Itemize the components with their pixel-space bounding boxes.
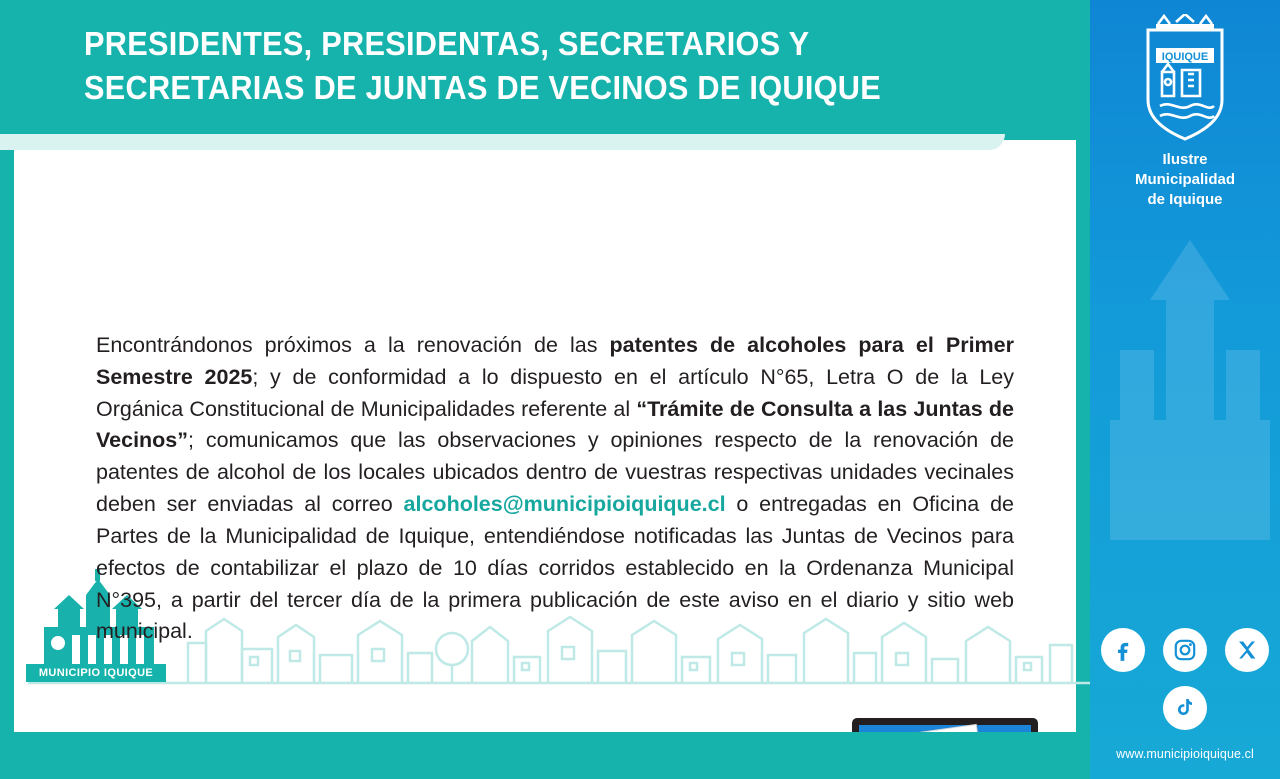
body-text-bold-2: “Trámite de Consulta a las Juntas de Vecinos” xyxy=(96,396,1014,453)
page-title-line-2: SECRETARIAS DE JUNTAS DE VECINOS DE IQUIQUE xyxy=(84,68,881,106)
page-title-line-1: PRESIDENTES, PRESIDENTAS, SECRETARIOS Y xyxy=(84,25,810,62)
instagram-icon[interactable] xyxy=(1163,628,1207,672)
website-url[interactable]: www.municipioiquique.cl xyxy=(1116,747,1254,761)
institution-line-2: Municipalidad xyxy=(1134,170,1235,188)
body-text-part-3: ; comunicamos que las observaciones y opiniones respecto de la renovación de patentes de alcohol de los locales ubicados dentro de vuestras respectivas unidades vecinales deben ser enviadas al correo xyxy=(96,428,1014,517)
bottom-teal-strip xyxy=(0,732,1090,779)
institution-line-1: Ilustre xyxy=(1162,151,1208,168)
municipal-crest xyxy=(1142,14,1228,144)
svg-text:IQUIQUE: IQUIQUE xyxy=(1161,51,1209,63)
header-band-shadow xyxy=(0,134,1005,150)
body-text-part-2: ; y de conformidad a lo dispuesto en el artículo N°65, Letra O de la Ley Orgánica Constitucional de Municipalidades referente al xyxy=(96,364,1014,421)
announcement-body xyxy=(96,330,1014,648)
body-text-part-4: o entregadas en Oficina de Partes de la Municipalidad de Iquique, entendiéndose notificadas las Juntas de Vecinos para efectos de contabilizar el plazo de 10 días corridos establecido en la Ordenanza Municipal N°395, a partir del tercer día de la primera publicación de este aviso en el diario y sitio web municipal. xyxy=(96,492,1014,644)
institution-line-3: de Iquique xyxy=(1147,190,1223,208)
content-card xyxy=(14,140,1076,732)
body-text-part-1: Encontrándonos próximos a la renovación de las xyxy=(96,333,610,357)
social-links xyxy=(1090,628,1280,730)
body-text-bold-1: patentes de alcoholes para el Primer Semestre 2025 xyxy=(96,333,1015,389)
facebook-icon[interactable] xyxy=(1101,628,1145,672)
contact-email[interactable]: alcoholes@municipioiquique.cl xyxy=(403,492,726,517)
page-title xyxy=(84,22,921,109)
x-twitter-icon[interactable] xyxy=(1225,628,1269,672)
tiktok-icon[interactable] xyxy=(1163,686,1207,730)
right-branding-panel xyxy=(1090,0,1280,779)
institution-name xyxy=(1090,150,1280,210)
municipio-iquique-logo-caption: MUNICIPIO IQUIQUE xyxy=(26,664,166,682)
